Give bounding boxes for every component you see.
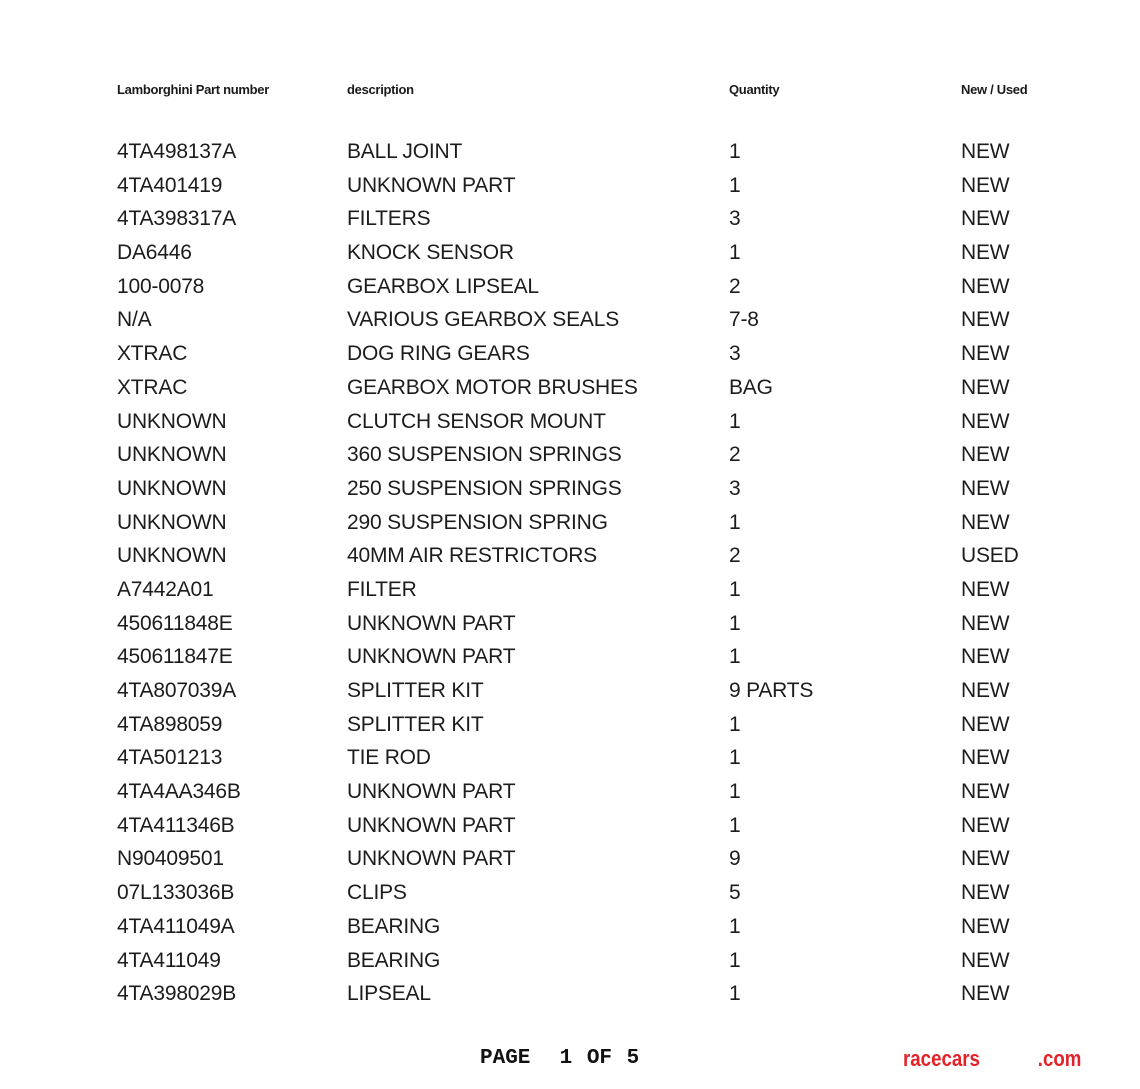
condition-cell: NEW — [961, 409, 1010, 433]
description-cell: KNOCK SENSOR — [347, 241, 514, 265]
condition-cell: NEW — [961, 611, 1010, 635]
description-cell: GEARBOX MOTOR BRUSHES — [347, 375, 638, 399]
table-row — [0, 205, 1140, 239]
parts-table-body — [0, 138, 1140, 1014]
table-row — [0, 812, 1140, 846]
description-cell: SPLITTER KIT — [347, 679, 484, 702]
table-row — [0, 138, 1140, 172]
condition-cell: NEW — [961, 274, 1010, 298]
table-row — [0, 980, 1140, 1014]
description-cell: BEARING — [347, 914, 441, 938]
quantity-cell: 1 — [729, 409, 741, 433]
description-cell: CLIPS — [347, 881, 407, 905]
description-cell: 290 SUSPENSION SPRING — [347, 510, 608, 534]
condition-cell: NEW — [961, 914, 1010, 938]
part-number-cell: XTRAC — [117, 375, 188, 399]
part-number-cell: N90409501 — [117, 847, 224, 871]
condition-cell: NEW — [961, 982, 1010, 1006]
quantity-cell: 1 — [729, 140, 741, 163]
quantity-cell: BAG — [729, 375, 773, 399]
part-number-cell: 4TA401419 — [117, 173, 223, 197]
quantity-cell: 1 — [729, 611, 741, 635]
table-row — [0, 475, 1140, 509]
part-number-cell: DA6446 — [117, 241, 192, 265]
quantity-cell: 1 — [729, 780, 741, 804]
table-row — [0, 542, 1140, 576]
quantity-cell: 7-8 — [729, 308, 759, 332]
quantity-cell: 1 — [729, 510, 741, 534]
part-number-cell: 4TA411049 — [117, 948, 221, 972]
quantity-cell: 9 — [729, 847, 741, 871]
quantity-cell: 2 — [729, 274, 741, 298]
condition-cell: NEW — [961, 173, 1010, 197]
condition-cell: NEW — [961, 140, 1010, 163]
part-number-cell: 4TA398029B — [117, 982, 237, 1006]
table-row — [0, 374, 1140, 408]
condition-cell: NEW — [961, 847, 1010, 871]
description-cell: 40MM AIR RESTRICTORS — [347, 544, 597, 568]
quantity-cell: 1 — [729, 948, 741, 972]
description-cell: DOG RING GEARS — [347, 342, 530, 366]
table-row — [0, 610, 1140, 644]
header-quantity: Quantity — [729, 82, 780, 97]
header-condition: New / Used — [961, 82, 1028, 97]
table-row — [0, 845, 1140, 879]
part-number-cell: 07L133036B — [117, 881, 235, 905]
part-number-cell: 450611847E — [117, 645, 233, 669]
part-number-cell: UNKNOWN — [117, 476, 227, 500]
description-cell: CLUTCH SENSOR MOUNT — [347, 409, 606, 433]
description-cell: UNKNOWN PART — [347, 813, 516, 837]
table-row — [0, 509, 1140, 543]
quantity-cell: 1 — [729, 577, 741, 601]
quantity-cell: 3 — [729, 476, 741, 500]
header-description: description — [347, 82, 414, 97]
table-header — [0, 82, 1140, 102]
part-number-cell: UNKNOWN — [117, 409, 227, 433]
condition-cell: NEW — [961, 881, 1010, 905]
brand-name: racecars — [903, 1046, 980, 1071]
condition-cell: NEW — [961, 476, 1010, 500]
quantity-cell: 5 — [729, 881, 741, 905]
part-number-cell: 4TA411049A — [117, 914, 235, 938]
part-number-cell: 4TA498137A — [117, 140, 237, 163]
condition-cell: NEW — [961, 443, 1010, 467]
condition-cell: NEW — [961, 746, 1010, 770]
description-cell: SPLITTER KIT — [347, 712, 484, 736]
quantity-cell: 1 — [729, 173, 741, 197]
table-row — [0, 172, 1140, 206]
condition-cell: NEW — [961, 712, 1010, 736]
part-number-cell: A7442A01 — [117, 577, 214, 601]
quantity-cell: 1 — [729, 813, 741, 837]
part-number-cell: N/A — [117, 308, 152, 332]
condition-cell: NEW — [961, 375, 1010, 399]
description-cell: FILTER — [347, 577, 417, 601]
description-cell: TIE ROD — [347, 746, 431, 770]
quantity-cell: 1 — [729, 241, 741, 265]
part-number-cell: 4TA398317A — [117, 207, 237, 231]
description-cell: 250 SUSPENSION SPRINGS — [347, 476, 622, 500]
part-number-cell: 4TA411346B — [117, 813, 235, 837]
part-number-cell: 450611848E — [117, 611, 233, 635]
page-indicator: PAGE 1 OF 5 — [480, 1047, 640, 1070]
description-cell: UNKNOWN PART — [347, 611, 516, 635]
table-row — [0, 744, 1140, 778]
condition-cell: NEW — [961, 207, 1010, 231]
quantity-cell: 9 PARTS — [729, 679, 814, 702]
description-cell: LIPSEAL — [347, 982, 431, 1006]
table-row — [0, 643, 1140, 677]
table-row — [0, 879, 1140, 913]
condition-cell: NEW — [961, 948, 1010, 972]
condition-cell: NEW — [961, 577, 1010, 601]
part-number-cell: 4TA807039A — [117, 679, 237, 702]
part-number-cell: 4TA898059 — [117, 712, 223, 736]
part-number-cell: UNKNOWN — [117, 544, 227, 568]
description-cell: UNKNOWN PART — [347, 645, 516, 669]
condition-cell: NEW — [961, 813, 1010, 837]
racecars-logo — [903, 1046, 1081, 1072]
header-part-number: Lamborghini Part number — [117, 82, 270, 97]
condition-cell: NEW — [961, 342, 1010, 366]
part-number-cell: 4TA4AA346B — [117, 780, 241, 804]
part-number-cell: UNKNOWN — [117, 443, 227, 467]
quantity-cell: 3 — [729, 342, 741, 366]
table-row — [0, 778, 1140, 812]
description-cell: FILTERS — [347, 207, 431, 231]
quantity-cell: 2 — [729, 443, 741, 467]
quantity-cell: 1 — [729, 645, 741, 669]
part-number-cell: XTRAC — [117, 342, 188, 366]
condition-cell: USED — [961, 544, 1019, 568]
table-row — [0, 340, 1140, 374]
table-row — [0, 273, 1140, 307]
table-row — [0, 677, 1140, 711]
table-row — [0, 306, 1140, 340]
table-row — [0, 576, 1140, 610]
condition-cell: NEW — [961, 308, 1010, 332]
table-row — [0, 239, 1140, 273]
table-row — [0, 711, 1140, 745]
condition-cell: NEW — [961, 510, 1010, 534]
description-cell: UNKNOWN PART — [347, 173, 516, 197]
quantity-cell: 1 — [729, 982, 741, 1006]
table-row — [0, 913, 1140, 947]
quantity-cell: 1 — [729, 914, 741, 938]
condition-cell: NEW — [961, 241, 1010, 265]
quantity-cell: 1 — [729, 746, 741, 770]
description-cell: GEARBOX LIPSEAL — [347, 274, 539, 298]
table-row — [0, 408, 1140, 442]
part-number-cell: UNKNOWN — [117, 510, 227, 534]
condition-cell: NEW — [961, 780, 1010, 804]
part-number-cell: 100-0078 — [117, 274, 205, 298]
quantity-cell: 1 — [729, 712, 741, 736]
description-cell: 360 SUSPENSION SPRINGS — [347, 443, 622, 467]
part-number-cell: 4TA501213 — [117, 746, 223, 770]
description-cell: BEARING — [347, 948, 441, 972]
condition-cell: NEW — [961, 679, 1010, 702]
table-row — [0, 441, 1140, 475]
quantity-cell: 3 — [729, 207, 741, 231]
description-cell: UNKNOWN PART — [347, 847, 516, 871]
condition-cell: NEW — [961, 645, 1010, 669]
table-row — [0, 947, 1140, 981]
description-cell: UNKNOWN PART — [347, 780, 516, 804]
description-cell: VARIOUS GEARBOX SEALS — [347, 308, 619, 332]
quantity-cell: 2 — [729, 544, 741, 568]
description-cell: BALL JOINT — [347, 140, 463, 163]
brand-domain: .com — [1037, 1046, 1082, 1071]
